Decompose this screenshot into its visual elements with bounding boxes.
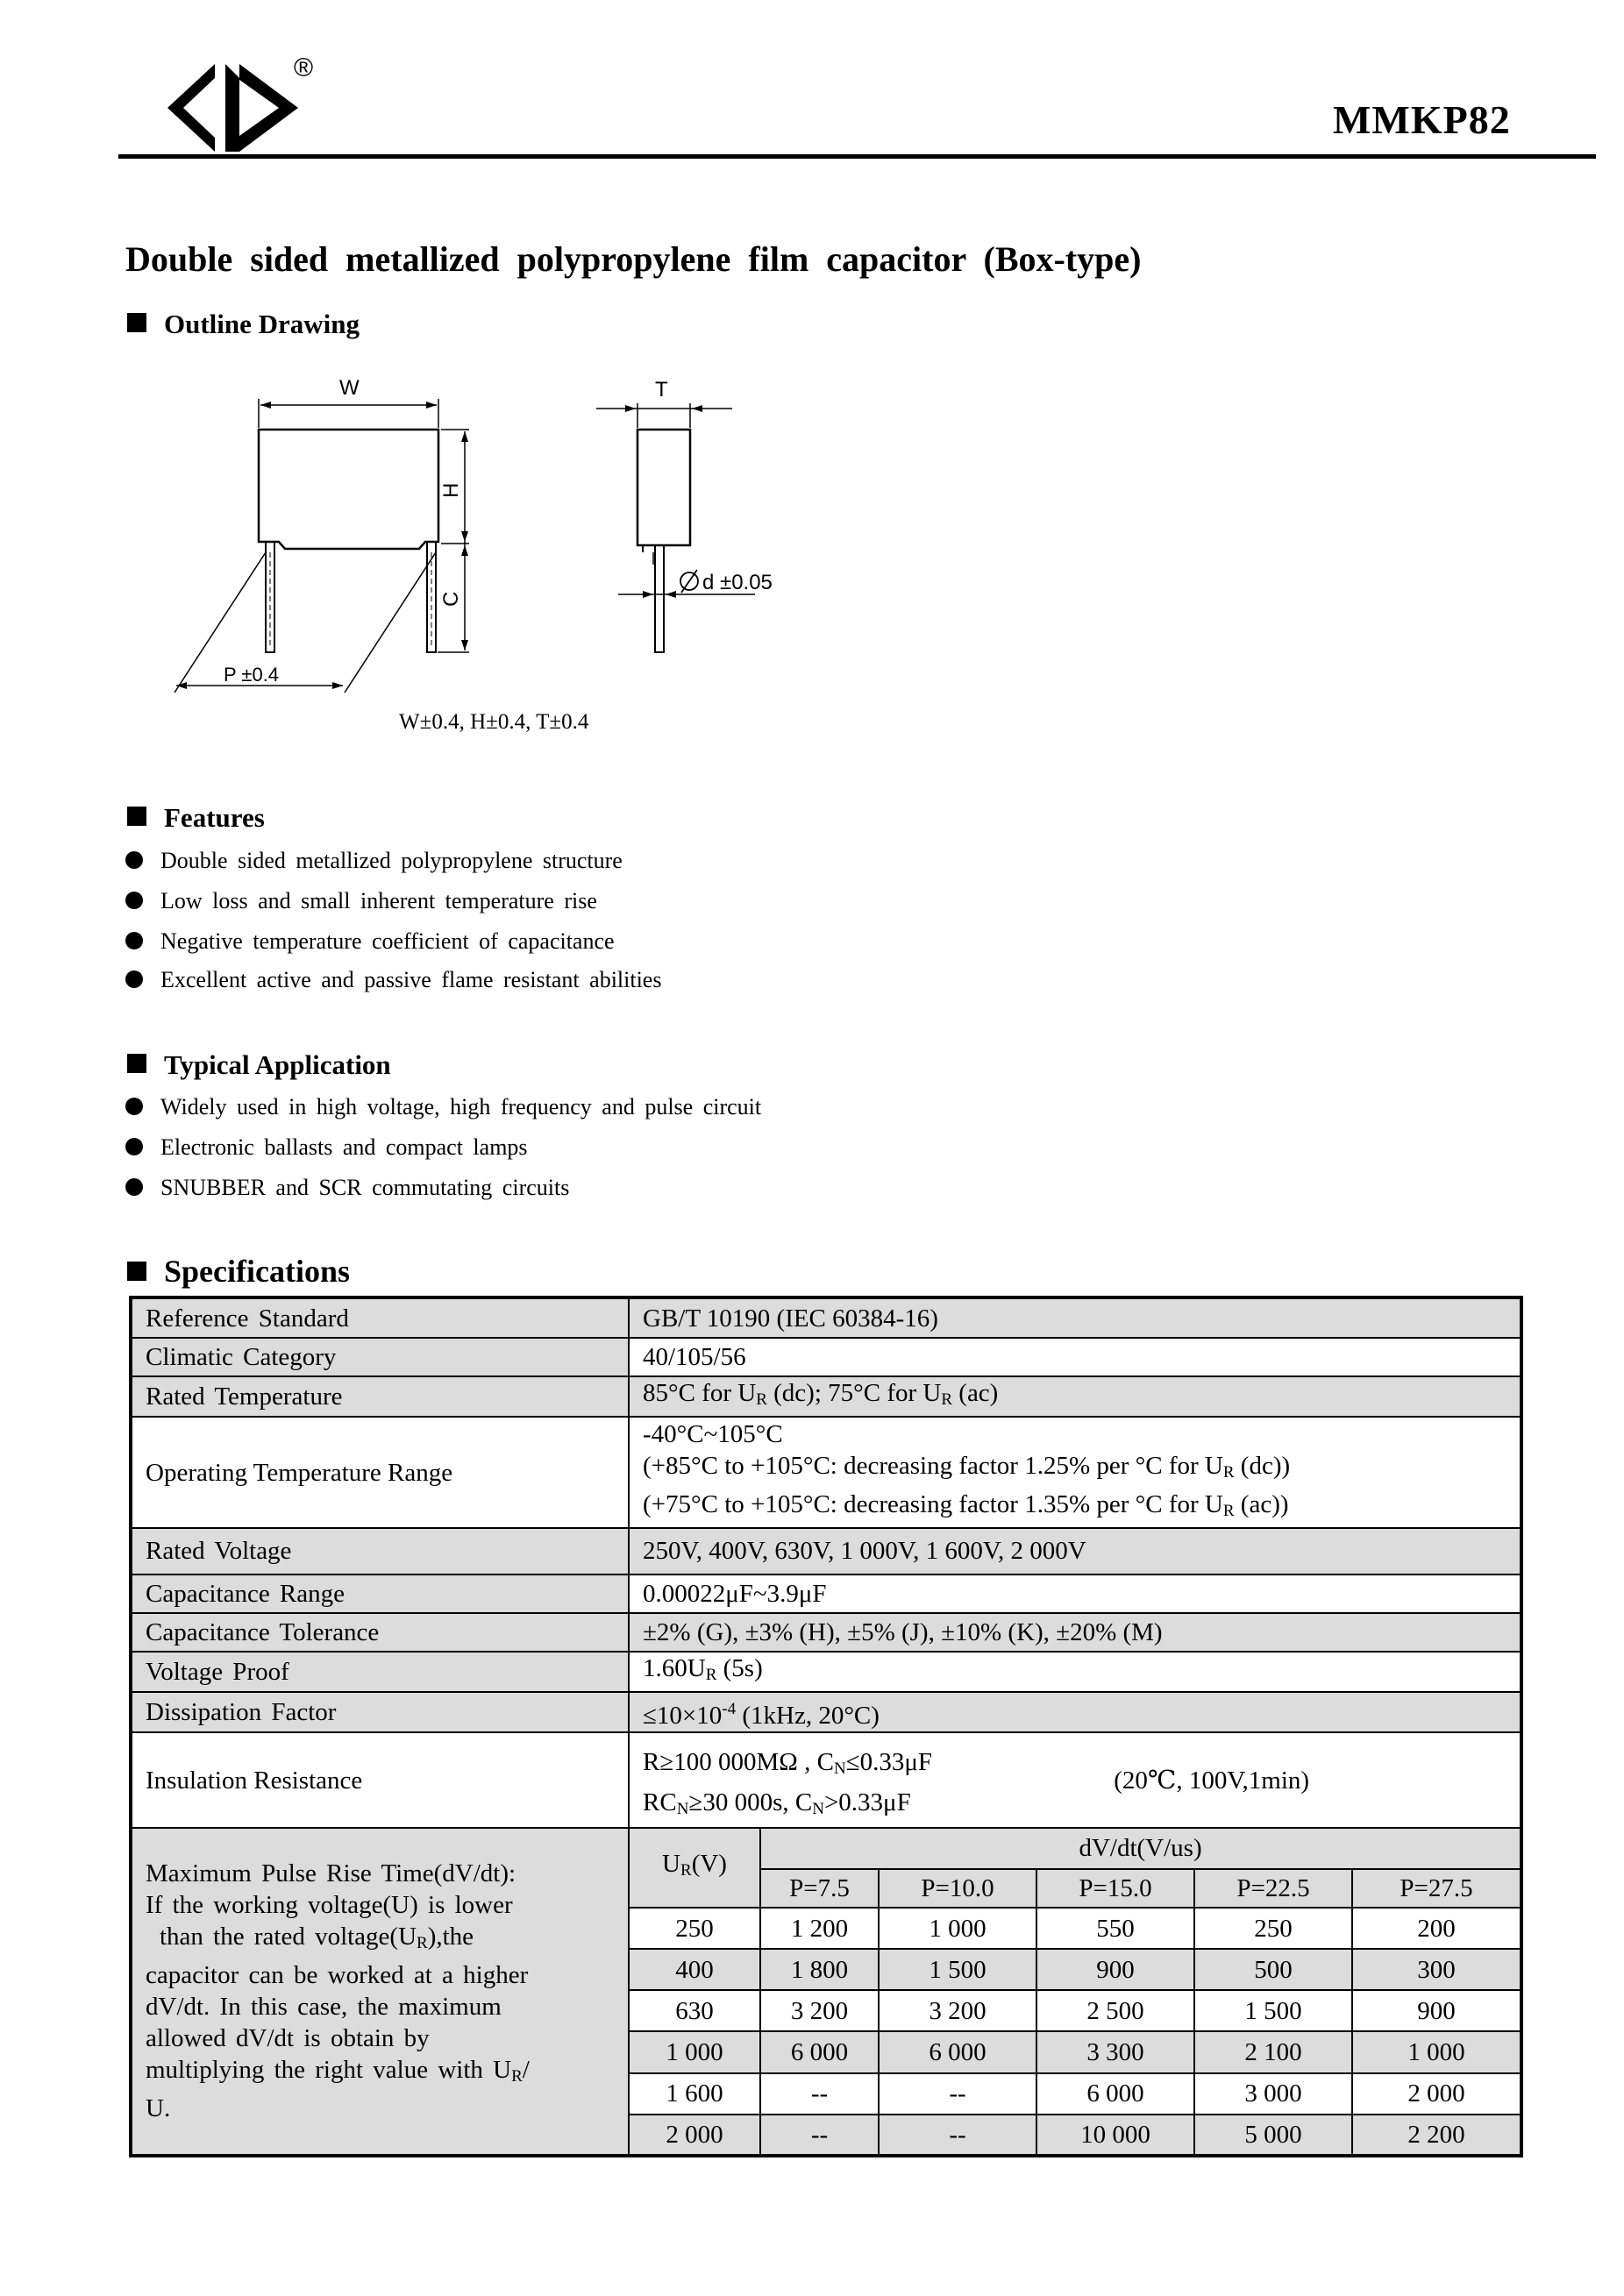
- table-cell: 3 300: [1036, 2031, 1194, 2072]
- spec-value: -40°C~105°C (+85°C to +105°C: decreasing factor 1.25% per °C for $U_R$ (dc)) (+75°C to +105°C: decreasing factor 1.35% per °C for $U_R$ (ac)): [629, 1417, 1521, 1527]
- table-cell: 1 500: [879, 1949, 1036, 1990]
- table-row: [131, 1828, 1521, 1869]
- square-bullet-icon: [127, 807, 146, 826]
- spec-label: Insulation Resistance: [131, 1732, 629, 1827]
- pitch-header: P=15.0: [1036, 1869, 1194, 1908]
- spec-value: $\le 10\times 10^{-4}$ (1kHz, 20°C): [629, 1692, 1521, 1732]
- square-bullet-icon: [127, 313, 146, 332]
- spec-value: $1.60U_R$ (5s): [629, 1652, 1521, 1692]
- table-cell: --: [760, 2073, 879, 2115]
- list-item: SNUBBER and SCR commutating circuits: [125, 1175, 569, 1201]
- table-row: [131, 1376, 1521, 1417]
- dimension-tolerance-note: W±0.4, H±0.4, T±0.4: [399, 710, 589, 734]
- table-cell: 1 000: [629, 2031, 760, 2072]
- table-cell: 10 000: [1036, 2115, 1194, 2156]
- spec-value: 40/105/56: [629, 1338, 1521, 1376]
- bullet-dot-icon: [125, 1178, 143, 1196]
- table-cell: 900: [1036, 1949, 1194, 1990]
- outline-drawing: [162, 368, 829, 719]
- table-row: [131, 1417, 1521, 1527]
- pitch-header: P=22.5: [1194, 1869, 1352, 1908]
- table-cell: 250: [1194, 1908, 1352, 1949]
- dimension-p-label: P ±0.4: [224, 664, 280, 686]
- table-cell: 500: [1194, 1949, 1352, 1990]
- applications-list: [125, 1094, 1002, 1208]
- square-bullet-icon: [127, 1262, 146, 1281]
- table-cell: 1 000: [1352, 2031, 1521, 2072]
- spec-value: 85°C for $U_R$ (dc); 75°C for $U_R$ (ac): [629, 1376, 1521, 1417]
- registered-mark: ®: [294, 53, 314, 82]
- table-row: [131, 1528, 1521, 1575]
- pitch-header: P=27.5: [1352, 1869, 1521, 1908]
- table-cell: --: [760, 2115, 879, 2156]
- table-cell: 6 000: [1036, 2073, 1194, 2115]
- spec-label: Reference Standard: [131, 1297, 629, 1338]
- section-outline-heading: Outline Drawing: [127, 309, 360, 340]
- pitch-header: P=10.0: [879, 1869, 1036, 1908]
- table-cell: 2 200: [1352, 2115, 1521, 2156]
- brand-logo: [162, 48, 320, 158]
- table-row: [131, 1575, 1521, 1613]
- bullet-dot-icon: [125, 1138, 143, 1155]
- table-cell: 400: [629, 1949, 760, 1990]
- table-cell: --: [879, 2073, 1036, 2115]
- table-row: [131, 1338, 1521, 1376]
- bullet-dot-icon: [125, 1098, 143, 1115]
- spec-label: Capacitance Tolerance: [131, 1613, 629, 1652]
- table-cell: 1 000: [879, 1908, 1036, 1949]
- table-row: [131, 1732, 1521, 1827]
- rated-voltage-column-header: $U_R(V)$: [629, 1828, 760, 1908]
- table-cell: 3 000: [1194, 2073, 1352, 2115]
- list-item: Double sided metallized polypropylene structure: [125, 848, 623, 874]
- spec-label: Climatic Category: [131, 1338, 629, 1376]
- spec-label: Rated Temperature: [131, 1376, 629, 1417]
- spec-value: GB/T 10190 (IEC 60384-16): [629, 1297, 1521, 1338]
- spec-value: R≥100 000MΩ , $C_N\le 0.33\mu F$ $RC_N\ge 30$ 000s, $C_N>0.33\mu F$ (20℃, 100V,1min): [629, 1732, 1521, 1827]
- table-row: [131, 1652, 1521, 1692]
- spec-label: Rated Voltage: [131, 1528, 629, 1575]
- list-item: Excellent active and passive flame resistant abilities: [125, 967, 661, 993]
- table-cell: 2 500: [1036, 1990, 1194, 2031]
- table-cell: 900: [1352, 1990, 1521, 2031]
- table-cell: 3 200: [760, 1990, 879, 2031]
- list-item: Electronic ballasts and compact lamps: [125, 1134, 528, 1161]
- table-cell: 1 800: [760, 1949, 879, 1990]
- table-cell: 300: [1352, 1949, 1521, 1990]
- table-cell: --: [879, 2115, 1036, 2156]
- specifications-table: [129, 1296, 1523, 2157]
- table-row: [131, 1297, 1521, 1338]
- list-item: Low loss and small inherent temperature rise: [125, 888, 597, 914]
- table-cell: 250: [629, 1908, 760, 1949]
- table-cell: 1 200: [760, 1908, 879, 1949]
- spec-label: Capacitance Range: [131, 1575, 629, 1613]
- dimension-c-label: C: [439, 591, 463, 607]
- features-list: [125, 848, 915, 1006]
- table-cell: 2 000: [1352, 2073, 1521, 2115]
- list-item: Negative temperature coefficient of capacitance: [125, 928, 615, 955]
- dvdt-column-header: dV/dt(V/us): [760, 1828, 1521, 1869]
- table-cell: 6 000: [760, 2031, 879, 2072]
- section-application-heading: Typical Application: [127, 1049, 391, 1081]
- table-cell: 5 000: [1194, 2115, 1352, 2156]
- spec-value: ±2% (G), ±3% (H), ±5% (J), ±10% (K), ±20% (M): [629, 1613, 1521, 1652]
- spec-label: Dissipation Factor: [131, 1692, 629, 1732]
- bullet-dot-icon: [125, 892, 143, 909]
- table-row: [131, 1613, 1521, 1652]
- table-cell: 1 600: [629, 2073, 760, 2115]
- spec-value: 250V, 400V, 630V, 1 000V, 1 600V, 2 000V: [629, 1528, 1521, 1575]
- dimension-t-label: T: [655, 378, 668, 402]
- table-cell: 6 000: [879, 2031, 1036, 2072]
- document-title: Double sided metallized polypropylene film capacitor (Box-type): [125, 239, 1142, 279]
- document-code: MMKP82: [1333, 97, 1511, 142]
- section-features-heading: Features: [127, 802, 265, 834]
- dimension-d-label: d ±0.05: [702, 571, 773, 594]
- list-item: Widely used in high voltage, high frequency and pulse circuit: [125, 1094, 761, 1120]
- table-cell: 200: [1352, 1908, 1521, 1949]
- pulse-rise-time-description: Maximum Pulse Rise Time(dV/dt): If the working voltage(U) is lower than the rated $voltage(U_R),the$ capacitor can be worked at a higher dV/dt. In this case, the maximum allowed dV/dt is obtain by multiplying the right value with $U_R/$ U.: [131, 1828, 629, 2156]
- table-cell: 2 100: [1194, 2031, 1352, 2072]
- insulation-test-conditions: (20℃, 100V,1min): [1114, 1766, 1310, 1795]
- spec-value: 0.00022μF~3.9μF: [629, 1575, 1521, 1613]
- table-cell: 550: [1036, 1908, 1194, 1949]
- dimension-h-label: H: [439, 482, 463, 498]
- section-specifications-heading: Specifications: [127, 1253, 350, 1290]
- spec-label: Operating Temperature Range: [131, 1417, 629, 1527]
- table-cell: 630: [629, 1990, 760, 2031]
- table-row: [131, 1692, 1521, 1732]
- bullet-dot-icon: [125, 851, 143, 869]
- table-cell: 3 200: [879, 1990, 1036, 2031]
- spec-label: Voltage Proof: [131, 1652, 629, 1692]
- header-rule: [118, 154, 1596, 159]
- pitch-header: P=7.5: [760, 1869, 879, 1908]
- bullet-dot-icon: [125, 932, 143, 949]
- bullet-dot-icon: [125, 970, 143, 988]
- dimension-w-label: W: [339, 376, 360, 400]
- table-cell: 2 000: [629, 2115, 760, 2156]
- table-cell: 1 500: [1194, 1990, 1352, 2031]
- square-bullet-icon: [127, 1054, 146, 1073]
